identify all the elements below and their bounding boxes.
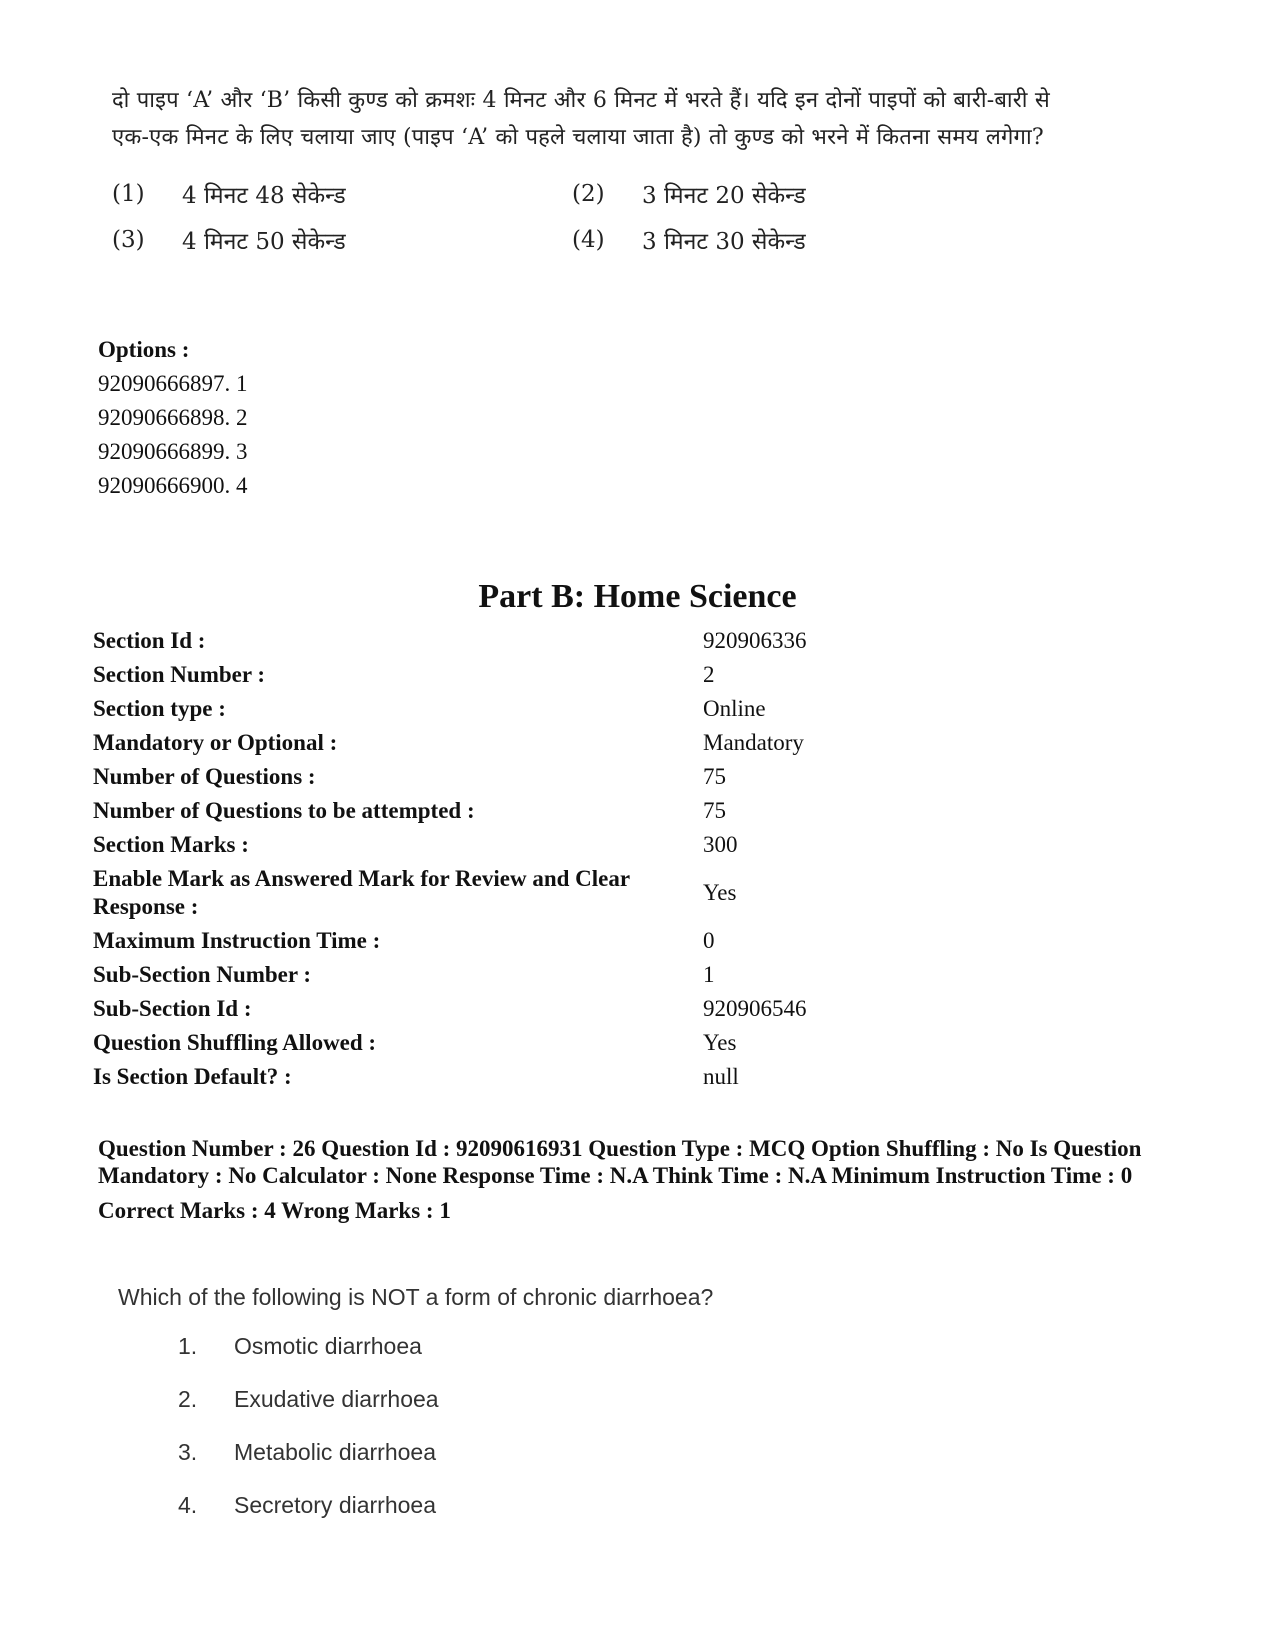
section-label: Section Number : xyxy=(93,662,266,687)
english-option-number: 4. xyxy=(178,1492,198,1518)
hindi-option-3 xyxy=(112,224,572,256)
section-row xyxy=(93,624,853,658)
english-option-text: Osmotic diarrhoea xyxy=(234,1333,422,1359)
english-option-number: 3. xyxy=(178,1439,198,1465)
english-option-1 xyxy=(178,1333,713,1386)
english-option-text: Secretory diarrhoea xyxy=(234,1492,436,1518)
section-row xyxy=(93,658,853,692)
section-label: Section type : xyxy=(93,696,226,721)
english-option-text: Exudative diarrhoea xyxy=(234,1386,439,1412)
section-value: 2 xyxy=(703,662,715,687)
section-row xyxy=(93,828,853,862)
section-row xyxy=(93,794,853,828)
hindi-option-text: 3 मिनट 20 सेकेन्ड xyxy=(642,183,806,209)
section-label: Maximum Instruction Time : xyxy=(93,928,381,953)
english-question-stem: Which of the following is NOT a form of chronic diarrhoea? xyxy=(118,1284,714,1310)
section-info-table xyxy=(93,624,853,1094)
question-meta xyxy=(98,1135,1178,1224)
section-label: Mandatory or Optional : xyxy=(93,730,338,755)
section-value: Yes xyxy=(703,1030,737,1055)
section-row xyxy=(93,862,853,924)
section-value: 920906336 xyxy=(703,628,807,653)
section-value: 75 xyxy=(703,764,726,789)
question-details: Question Number : 26 Question Id : 92090616931 Question Type : MCQ Option Shuffling : No Is Question Mandatory : No Calculator : None Response Time : N.A Think Time : N.A Minimum Instruction Time : 0 xyxy=(98,1136,1142,1188)
section-label: Section Id : xyxy=(93,628,206,653)
hindi-question-text: दो पाइप ‘A’ और ‘B’ किसी कुण्ड को क्रमशः 4 मिनट और 6 मिनट में भरते हैं। यदि इन दोनों पाइपों को बारी-बारी से एक-एक मिनट के लिए चलाया जाए (पाइप ‘A’ को पहले चलाया जाता है) तो कुण्ड को भरने में कितना समय लगेगा? xyxy=(112,88,1050,150)
option-id-item: 92090666900. 4 xyxy=(98,473,248,498)
section-value: 920906546 xyxy=(703,996,807,1021)
hindi-option-2 xyxy=(572,178,1032,210)
hindi-question-block xyxy=(112,82,1072,256)
hindi-option-4 xyxy=(572,224,1032,256)
english-question-block xyxy=(118,1284,713,1545)
hindi-option-1 xyxy=(112,178,572,210)
section-value: Mandatory xyxy=(703,730,804,755)
section-value: Yes xyxy=(703,880,737,905)
section-value: Online xyxy=(703,696,766,721)
hindi-options-grid xyxy=(112,178,1072,256)
english-option-text: Metabolic diarrhoea xyxy=(234,1439,437,1465)
section-row xyxy=(93,924,853,958)
option-id-item: 92090666899. 3 xyxy=(98,439,248,464)
hindi-option-text: 4 मिनट 48 सेकेन्ड xyxy=(182,183,346,209)
english-option-3 xyxy=(178,1439,713,1492)
section-label: Is Section Default? : xyxy=(93,1064,292,1089)
section-label: Sub-Section Number : xyxy=(93,962,312,987)
hindi-option-number: (1) xyxy=(112,181,145,207)
options-id-list xyxy=(98,333,248,503)
section-row xyxy=(93,1026,853,1060)
part-heading: Part B: Home Science xyxy=(478,578,797,615)
section-label: Question Shuffling Allowed : xyxy=(93,1030,377,1055)
section-label: Section Marks : xyxy=(93,832,249,857)
english-option-number: 1. xyxy=(178,1333,198,1359)
section-label: Sub-Section Id : xyxy=(93,996,252,1021)
section-row xyxy=(93,992,853,1026)
hindi-option-text: 3 मिनट 30 सेकेन्ड xyxy=(642,229,806,255)
english-option-4 xyxy=(178,1492,713,1545)
section-row xyxy=(93,760,853,794)
section-label: Number of Questions : xyxy=(93,764,316,789)
english-options-list xyxy=(178,1333,713,1545)
english-option-2 xyxy=(178,1386,713,1439)
option-id-item: 92090666898. 2 xyxy=(98,405,248,430)
section-label: Number of Questions to be attempted : xyxy=(93,798,475,823)
section-value: 75 xyxy=(703,798,726,823)
section-row xyxy=(93,692,853,726)
section-value: 1 xyxy=(703,962,715,987)
section-value: null xyxy=(703,1064,739,1089)
section-row xyxy=(93,1060,853,1094)
question-marks: Correct Marks : 4 Wrong Marks : 1 xyxy=(98,1198,451,1223)
hindi-option-number: (3) xyxy=(112,227,145,253)
section-row xyxy=(93,958,853,992)
section-row xyxy=(93,726,853,760)
section-value: 300 xyxy=(703,832,738,857)
section-value: 0 xyxy=(703,928,715,953)
english-option-number: 2. xyxy=(178,1386,198,1412)
hindi-option-text: 4 मिनट 50 सेकेन्ड xyxy=(182,229,346,255)
hindi-option-number: (2) xyxy=(572,181,605,207)
section-label: Enable Mark as Answered Mark for Review and Clear Response : xyxy=(93,866,630,919)
options-heading: Options : xyxy=(98,337,190,362)
option-id-item: 92090666897. 1 xyxy=(98,371,248,396)
hindi-option-number: (4) xyxy=(572,227,605,253)
